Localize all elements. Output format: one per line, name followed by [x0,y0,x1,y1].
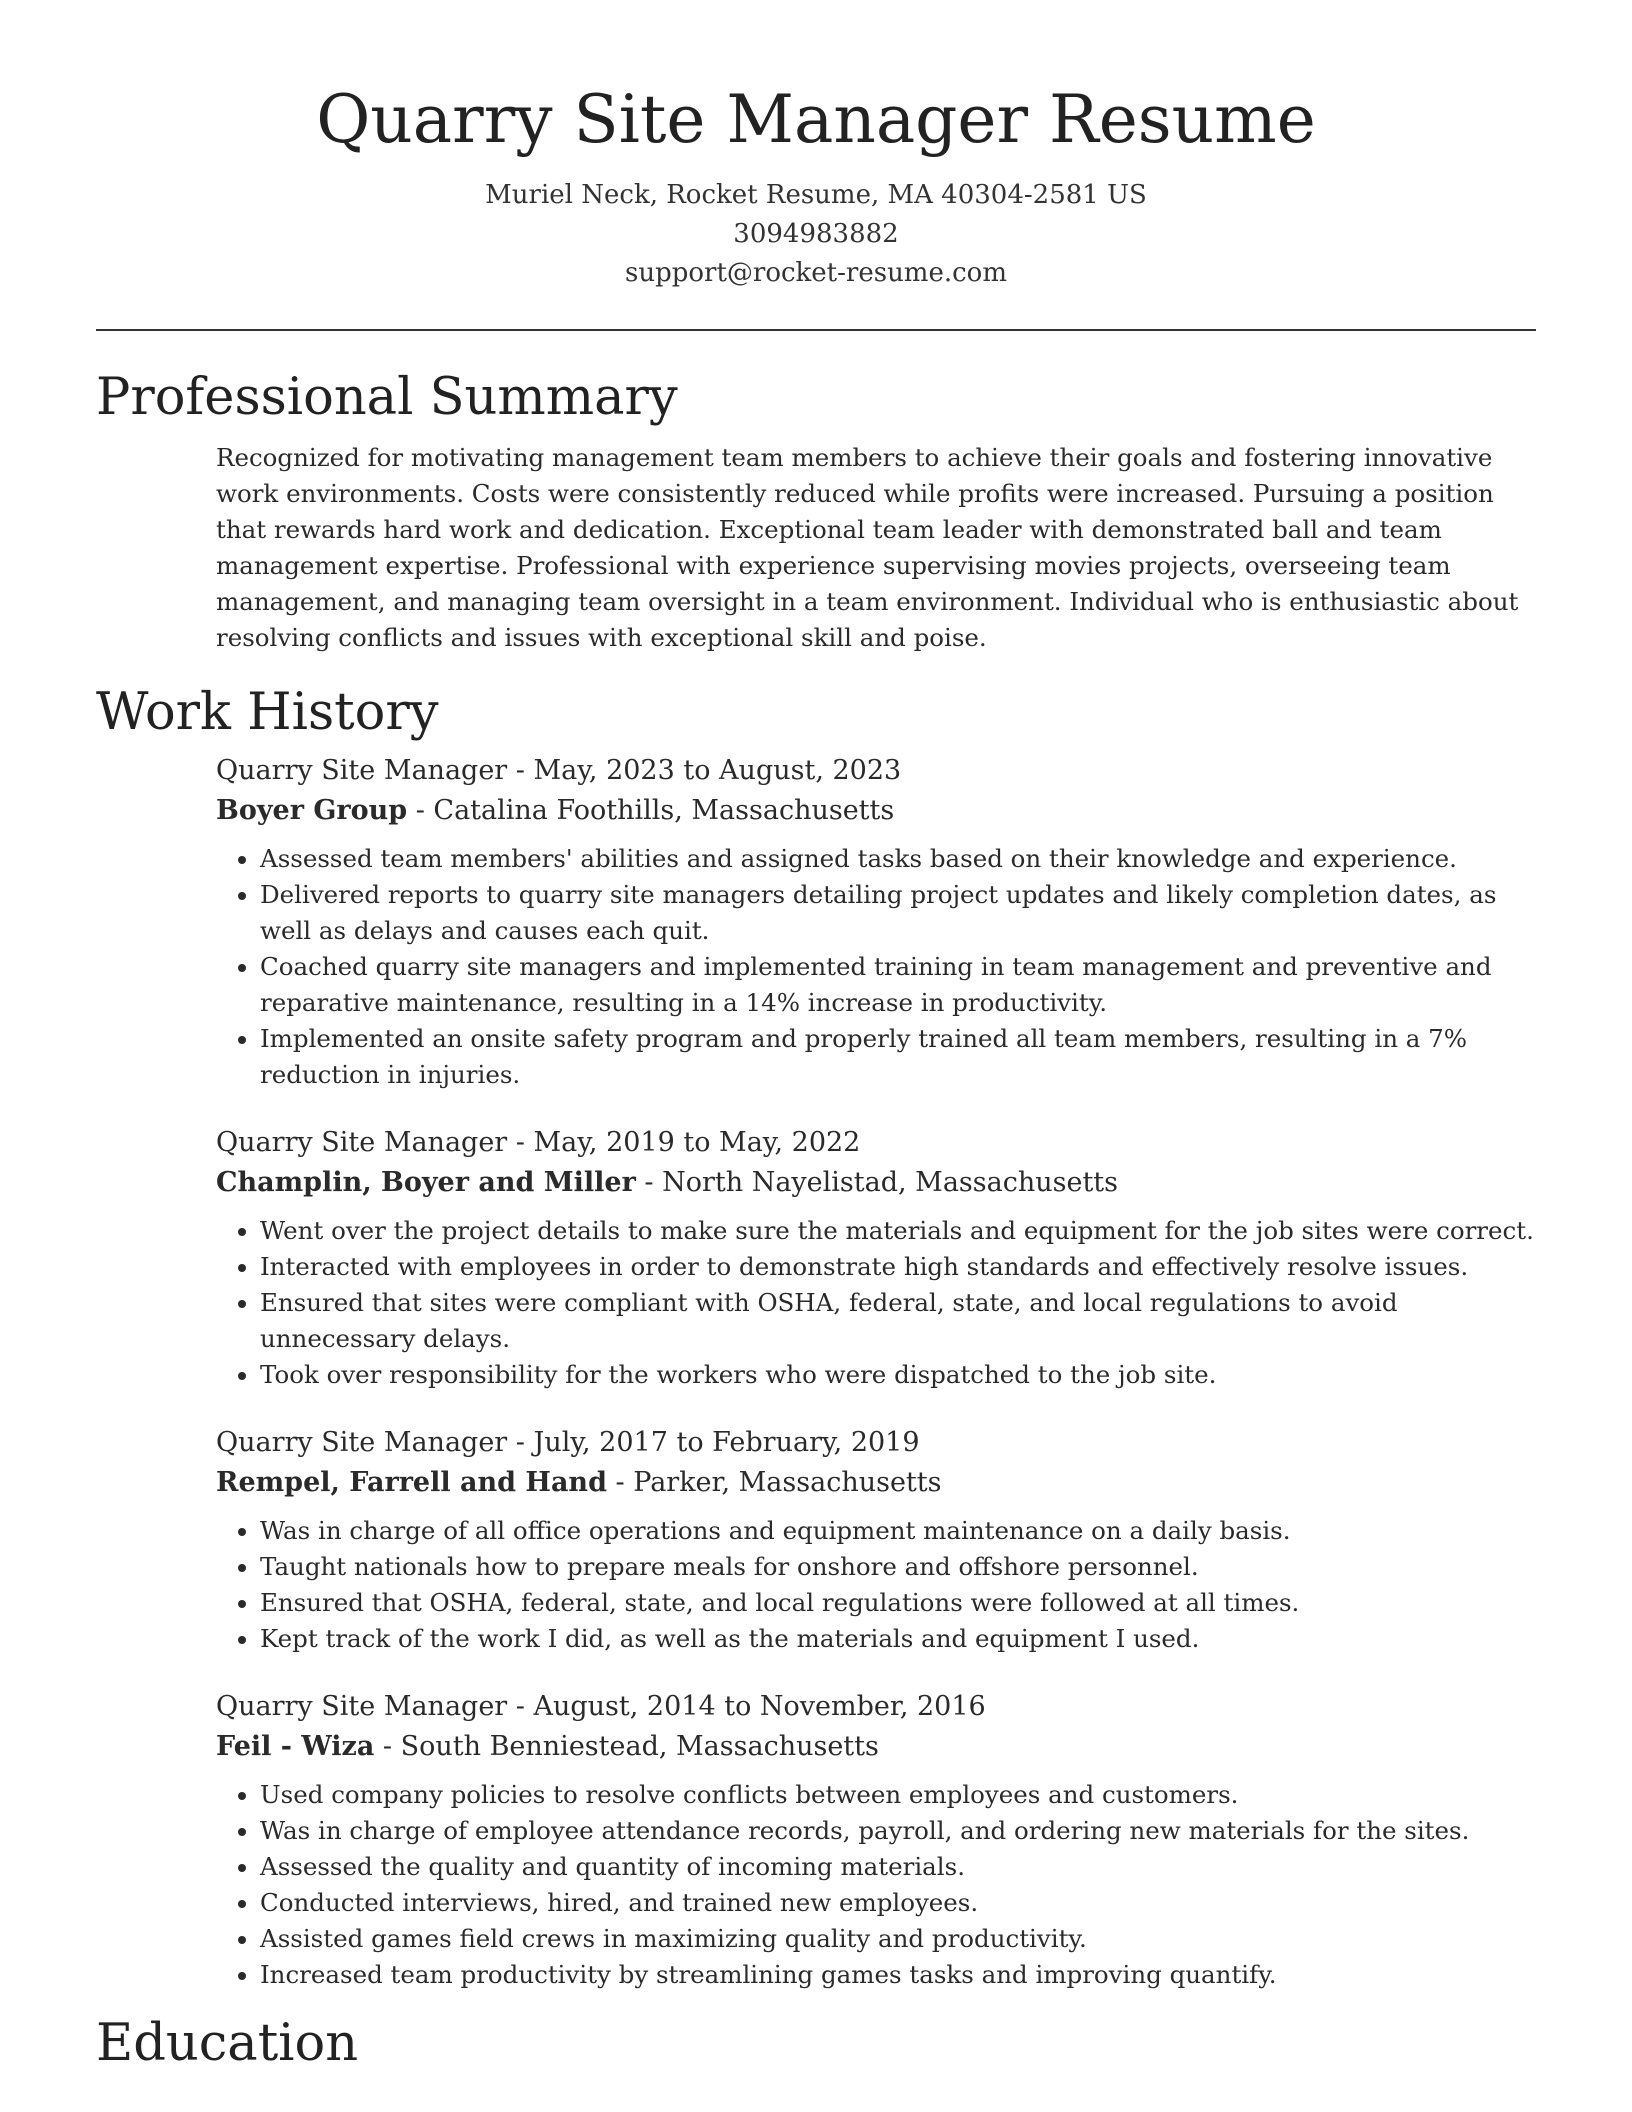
job-entry [216,1687,1536,1993]
list-item: • Delivered reports to quarry site managers detailing project updates and likely completion dates, as well as delays and causes each quit. [260,877,1536,949]
list-item: • Assisted games field crews in maximizing quality and productivity. [260,1921,1536,1957]
list-item: • Was in charge of all office operations and equipment maintenance on a daily basis. [260,1513,1536,1549]
job-title-dates: Quarry Site Manager - July, 2017 to February, 2019 [216,1427,920,1459]
list-item: • Ensured that OSHA, federal, state, and local regulations were followed at all times. [260,1585,1536,1621]
company-location: - Parker, Massachusetts [606,1467,942,1499]
job-entry [216,751,1536,1093]
job-title-dates: Quarry Site Manager - August, 2014 to November, 2016 [216,1691,986,1723]
work-history-list [96,751,1536,1993]
list-item: • Ensured that sites were compliant with OSHA, federal, state, and local regulations to avoid unnecessary delays. [260,1285,1536,1357]
list-item: • Taught nationals how to prepare meals for onshore and offshore personnel. [260,1549,1536,1585]
summary-text: Recognized for motivating management team members to achieve their goals and fostering innovative work environments. Costs were consistently reduced while profits were increased. Pursuing a position that rewards hard work and dedication. Exceptional team leader with demonstrated ball and team management expertise. Professional with experience supervising movies projects, overseeing team management, and managing team oversight in a team environment. Individual who is enthusiastic about resolving conflicts and issues with exceptional skill and poise. [216,443,1519,653]
contact-email: support@rocket-resume.com [624,257,1007,288]
company-name: Feil - Wiza [216,1731,375,1763]
page-title: Quarry Site Manager Resume [316,81,1316,158]
list-item: • Interacted with employees in order to demonstrate high standards and effectively resolve issues. [260,1249,1536,1285]
contact-phone: 3094983882 [733,218,899,249]
job-bullets [216,1213,1536,1393]
list-item: • Took over responsibility for the workers who were dispatched to the job site. [260,1357,1536,1393]
list-item: • Assessed team members' abilities and assigned tasks based on their knowledge and experience. [260,841,1536,877]
list-item: • Assessed the quality and quantity of incoming materials. [260,1849,1536,1885]
job-title-dates: Quarry Site Manager - May, 2019 to May, 2022 [216,1127,861,1159]
job-company-line [216,1163,1536,1203]
company-location: - Catalina Foothills, Massachusetts [407,795,895,827]
job-entry [216,1123,1536,1393]
list-item: • Went over the project details to make sure the materials and equipment for the job sites were correct. [260,1213,1536,1249]
resume-header [96,0,1536,293]
list-item: • Coached quarry site managers and implemented training in team management and preventive and reparative maintenance, resulting in a 14% increase in productivity. [260,949,1536,1021]
company-name: Champlin, Boyer and Miller [216,1167,636,1199]
job-bullets [216,841,1536,1093]
list-item: • Was in charge of employee attendance records, payroll, and ordering new materials for the sites. [260,1813,1536,1849]
job-title-dates: Quarry Site Manager - May, 2023 to August, 2023 [216,755,902,787]
company-name: Boyer Group [216,795,408,827]
company-location: - North Nayelistad, Massachusetts [635,1167,1119,1199]
job-company-line [216,1727,1536,1767]
work-history-heading: Work History [96,683,439,743]
education-heading: Education [96,2014,359,2074]
list-item: • Increased team productivity by streamlining games tasks and improving quantify. [260,1957,1536,1993]
job-company-line [216,1463,1536,1503]
contact-address: Muriel Neck, Rocket Resume, MA 40304-2581 US [485,179,1147,210]
company-name: Rempel, Farrell and Hand [216,1467,607,1499]
list-item: • Used company policies to resolve conflicts between employees and customers. [260,1777,1536,1813]
job-bullets [216,1777,1536,1993]
list-item: • Kept track of the work I did, as well as the materials and equipment I used. [260,1621,1536,1657]
header-divider [96,329,1536,331]
resume-page [96,0,1536,2074]
list-item: • Conducted interviews, hired, and trained new employees. [260,1885,1536,1921]
job-bullets [216,1513,1536,1657]
job-entry [216,1423,1536,1657]
summary-heading: Professional Summary [96,367,678,427]
company-location: - South Benniestead, Massachusetts [374,1731,879,1763]
list-item: • Implemented an onsite safety program and properly trained all team members, resulting in a 7% reduction in injuries. [260,1021,1536,1093]
job-company-line [216,791,1536,831]
